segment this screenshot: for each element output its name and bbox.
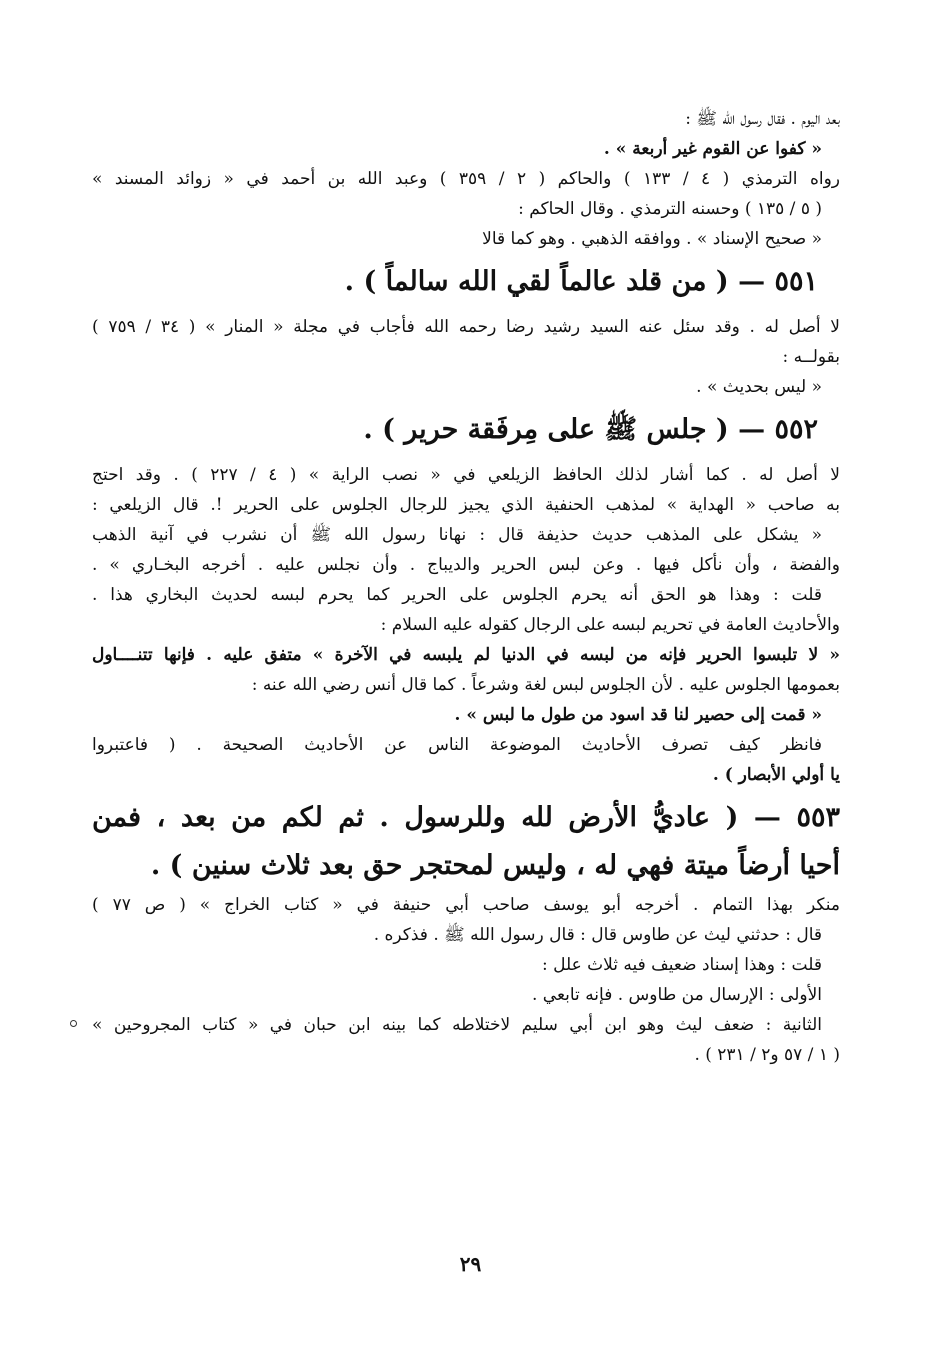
quoted-hadith-line: « كفوا عن القوم غير أربعة » . (603, 139, 822, 159)
text-line: ( ٥ / ١٣٥ ) وحسنه الترمذي . وقال الحاكم : (518, 199, 822, 219)
text-line: قال : حدثني ليث عن طاوس قال : قال رسول الله ﷺ . فذكره . (373, 925, 822, 945)
entry-heading-553-continued: أحيا أرضاً ميتة فهي له ، وليس لمحتجر حق بعد ثلاث سنين ) . (150, 850, 840, 881)
quoted-hadith-line: « لا تلبسوا الحرير فإنه من لبسه في الدنيا لم يلبسه في الآخرة » متفق عليه . فإنها تتنــــاول (92, 645, 840, 665)
entry-heading-553: ٥٥٣ — ( عاديُّ الأرض لله وللرسول . ثم لكم من بعد ، فمن (92, 802, 840, 833)
text-line: بقولــه : (782, 347, 840, 367)
text-line: بعد اليوم . فقال رسول الله ﷺ : (685, 109, 840, 129)
quoted-hadith-line: « قمت إلى حصير لنا قد اسود من طول ما لبس » . (454, 705, 822, 725)
text-line: يا أولي الأبصار ) . (712, 765, 840, 785)
text-line: « صحيح الإسناد » . ووافقه الذهبي . وهو كما قالا (482, 229, 822, 249)
text-line: به صاحب « الهداية » لمذهب الحنفية الذي يجيز للرجال الجلوس على الحرير !. قال الزيلعي : (92, 495, 840, 515)
text-line: الثانية : ضعف ليث وهو ابن أبي سليم لاختلاطه كما بينه ابن حبان في « كتاب المجروحين » (92, 1015, 822, 1035)
text-line: « يشكل على المذهب حديث حذيفة قال : نهانا رسول الله ﷺ أن نشرب في آنية الذهب (92, 525, 822, 545)
stray-mark (70, 1020, 77, 1027)
text-line: قلت : وهذا إسناد ضعيف فيه ثلاث علل : (541, 955, 822, 975)
text-line: « ليس بحديث » . (696, 377, 822, 397)
text-line: ( ١ / ٥٧ و٢ / ٢٣١ ) . (694, 1045, 840, 1065)
text-line: الأولى : الإرسال من طاوس . فإنه تابعي . (531, 985, 822, 1005)
text-line: رواه الترمذي ( ٤ / ١٣٣ ) والحاكم ( ٢ / ٣٥٩ ) وعبد الله بن أحمد في « زوائد المسند » (92, 169, 840, 189)
text-line: والفضة ، وأن نأكل فيها . وعن لبس الحرير والديباج . وأن نجلس عليه . أخرجه البخـاري » . (92, 555, 840, 575)
text-line: والأحاديث العامة في تحريم لبسه على الرجال كقوله عليه السلام : (380, 615, 840, 635)
text-line: لا أصل له . كما أشار لذلك الحافظ الزيلعي في « نصب الراية » ( ٤ / ٢٢٧ ) . وقد احتج (92, 465, 840, 485)
text-line: قلت : وهذا هو الحق أنه يحرم الجلوس على الحرير كما يحرم لبسه لحديث البخاري هذا . (92, 585, 822, 605)
entry-heading-552: ٥٥٢ — ( جلس ﷺ على مِرفَقة حرير ) . (363, 414, 818, 445)
text-line: بعمومها الجلوس عليه . لأن الجلوس لبس لغة وشرعاً . كما قال أنس رضي الله عنه : (251, 675, 840, 695)
page-number: ٢٩ (459, 1252, 482, 1276)
text-line: فانظر كيف تصرف الأحاديث الموضوعة الناس عن الأحاديث الصحيحة . ( فاعتبروا (92, 735, 822, 755)
text-line: لا أصل له . وقد سئل عنه السيد رشيد رضا رحمه الله فأجاب في مجلة « المنار » ( ٣٤ / ٧٥٩ ) (92, 317, 840, 337)
entry-heading-551: ٥٥١ — ( من قلد عالماً لقي الله سالماً ) . (344, 266, 818, 297)
text-line: منكر بهذا التمام . أخرجه أبو يوسف صاحب أبي حنيفة في « كتاب الخراج » ( ص ٧٧ ) (92, 895, 840, 915)
